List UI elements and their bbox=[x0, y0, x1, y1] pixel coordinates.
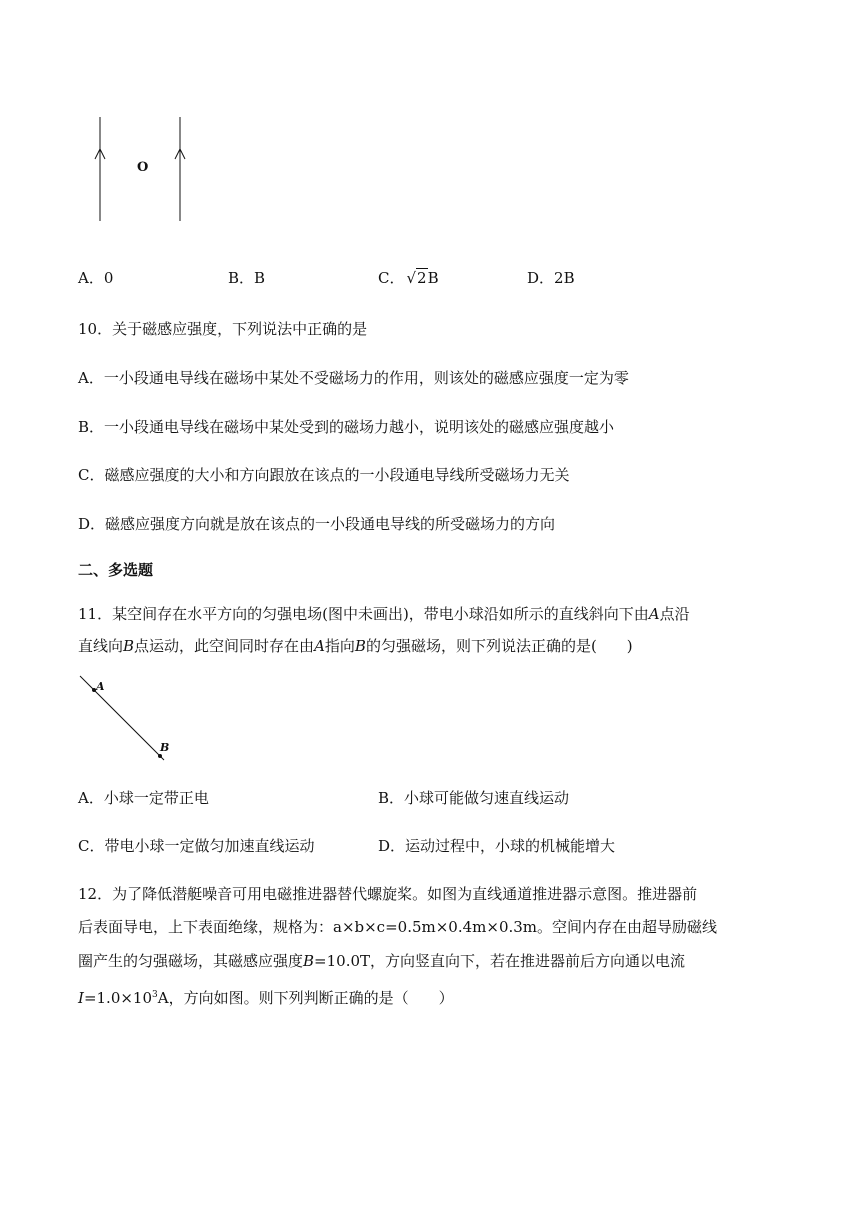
q9-option-c-prefix: C． bbox=[378, 269, 405, 287]
q11-line2-part3: 指向 bbox=[324, 637, 355, 655]
q12-line3-part1: 圈产生的匀强磁场，其磁感应强度 bbox=[78, 952, 304, 970]
fig-label-b: B bbox=[160, 741, 170, 754]
q10-option-a: A．一小段通电导线在磁场中某处不受磁场力的作用，则该处的磁感应强度一定为零 bbox=[78, 369, 629, 387]
q12-line1: 12．为了降低潜艇噪音可用电磁推进器替代螺旋桨。如图为直线通道推进器示意图。推进器前 bbox=[78, 885, 698, 903]
point-o-label: O bbox=[137, 160, 149, 175]
q12-exponent: 3 bbox=[152, 990, 158, 1000]
section-title: 二、多选题 bbox=[78, 561, 154, 579]
q12-line4-part1: =1.0×10 bbox=[83, 989, 153, 1007]
q9-option-a: A．0 bbox=[78, 269, 114, 287]
q11-point-a2: A bbox=[314, 637, 325, 655]
q12-symbol-b: B bbox=[303, 952, 315, 970]
q9-option-c-suffix: B bbox=[427, 269, 439, 287]
q10-option-c: C．磁感应强度的大小和方向跟放在该点的一小段通电导线所受磁场力无关 bbox=[78, 466, 570, 484]
q11-point-b: B bbox=[123, 637, 135, 655]
q11-point-a: A bbox=[648, 605, 660, 623]
q11-line2-part2: 点运动，此空间同时存在由 bbox=[134, 637, 315, 655]
q12-line2: 后表面导电，上下表面绝缘，规格为：a×b×c=0.5m×0.4m×0.3m。空间内存在由超导励磁线 bbox=[78, 918, 718, 936]
q9-option-b: B．B bbox=[228, 269, 266, 287]
q12-line4 bbox=[78, 985, 454, 1008]
q11-point-b2: B bbox=[354, 637, 366, 655]
q11-line2-part1: 直线向 bbox=[78, 637, 124, 655]
fig-label-a: A bbox=[96, 680, 105, 693]
q11-option-c: C．带电小球一定做匀加速直线运动 bbox=[78, 837, 315, 855]
q12-line3-part2: =10.0T，方向竖直向下，若在推进器前后方向通以电流 bbox=[314, 952, 686, 970]
q11-line1-part2: 点沿 bbox=[659, 605, 690, 623]
q9-option-c bbox=[378, 268, 439, 288]
q11-line2-part4: 的匀强磁场，则下列说法正确的是( ) bbox=[365, 637, 633, 655]
q11-option-a: A．小球一定带正电 bbox=[78, 789, 209, 807]
q11-line2 bbox=[78, 636, 633, 656]
q11-option-d: D．运动过程中，小球的机械能增大 bbox=[378, 837, 616, 855]
q10-option-b: B．一小段通电导线在磁场中某处受到的磁场力越小，说明该处的磁感应强度越小 bbox=[78, 418, 615, 436]
q9-option-d: D．2B bbox=[527, 269, 575, 287]
q11-line1 bbox=[78, 604, 690, 624]
q12-line3 bbox=[78, 951, 685, 971]
q10-option-d: D．磁感应强度方向就是放在该点的一小段通电导线的所受磁场力的方向 bbox=[78, 515, 556, 533]
q11-line1-part1: 11．某空间存在水平方向的匀强电场(图中未画出)，带电小球沿如所示的直线斜向下由 bbox=[78, 605, 649, 623]
q11-option-b: B．小球可能做匀速直线运动 bbox=[378, 789, 570, 807]
sqrt-symbol: √2 bbox=[406, 269, 427, 287]
q12-symbol-i: I bbox=[78, 989, 84, 1007]
sqrt-radicand: 2 bbox=[417, 269, 427, 287]
q12-line4-part2: A，方向如图。则下列判断正确的是（ ） bbox=[157, 989, 454, 1007]
point-b-dot bbox=[158, 754, 162, 758]
diagonal-path-figure bbox=[78, 672, 170, 768]
q10-stem: 10．关于磁感应强度，下列说法中正确的是 bbox=[78, 320, 368, 338]
